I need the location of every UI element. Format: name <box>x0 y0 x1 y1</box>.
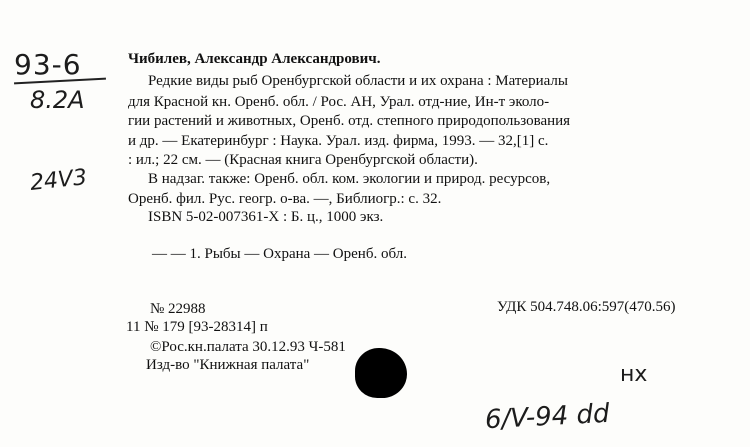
title-line-1: Редкие виды рыб Оренбургской области и их охрана : Материалы <box>148 73 568 89</box>
registry-line: 11 № 179 [93-28314] п <box>126 319 268 335</box>
udc-code: УДК 504.748.06:597(470.56) <box>497 299 676 315</box>
title-line-4: и др. — Екатеринбург : Наука. Урал. изд. фирма, 1993. — 32,[1] с. <box>128 133 549 149</box>
handwritten-corner-mark: нх <box>620 362 648 387</box>
publisher-line: Изд-во "Книжная палата" <box>146 357 310 373</box>
title-line-2: для Красной кн. Оренб. обл. / Рос. АН, Урал. отд-ние, Ин-т эколо- <box>128 94 550 110</box>
handwritten-bottom-date: 6/V-94 dd <box>484 398 611 436</box>
title-line-3: гии растений и животных, Оренб. отд. степного природопользования <box>128 113 571 129</box>
isbn-line: ISBN 5-02-007361-X : Б. ц., 1000 экз. <box>148 209 384 225</box>
title-line-5: : ил.; 22 см. — (Красная книга Оренбургской области). <box>128 152 478 168</box>
handwritten-count: 24V3 <box>28 165 89 196</box>
ink-blot <box>355 348 407 398</box>
author: Чибилев, Александр Александрович. <box>128 51 381 67</box>
handwritten-shelf-bottom: 8.2A <box>30 86 85 114</box>
record-number: № 22988 <box>150 301 206 317</box>
handwritten-shelf-top: 93-6 <box>14 48 82 81</box>
note-line-1: В надзаг. также: Оренб. обл. ком. экологии и природ. ресурсов, <box>148 171 551 187</box>
note-line-2: Оренб. фил. Рус. геогр. о-ва. —, Библиогр.: с. 32. <box>128 191 442 207</box>
subject-heading: — — 1. Рыбы — Охрана — Оренб. обл. <box>152 246 407 262</box>
copyright-line: ©Рос.кн.палата 30.12.93 Ч-581 <box>150 339 346 355</box>
